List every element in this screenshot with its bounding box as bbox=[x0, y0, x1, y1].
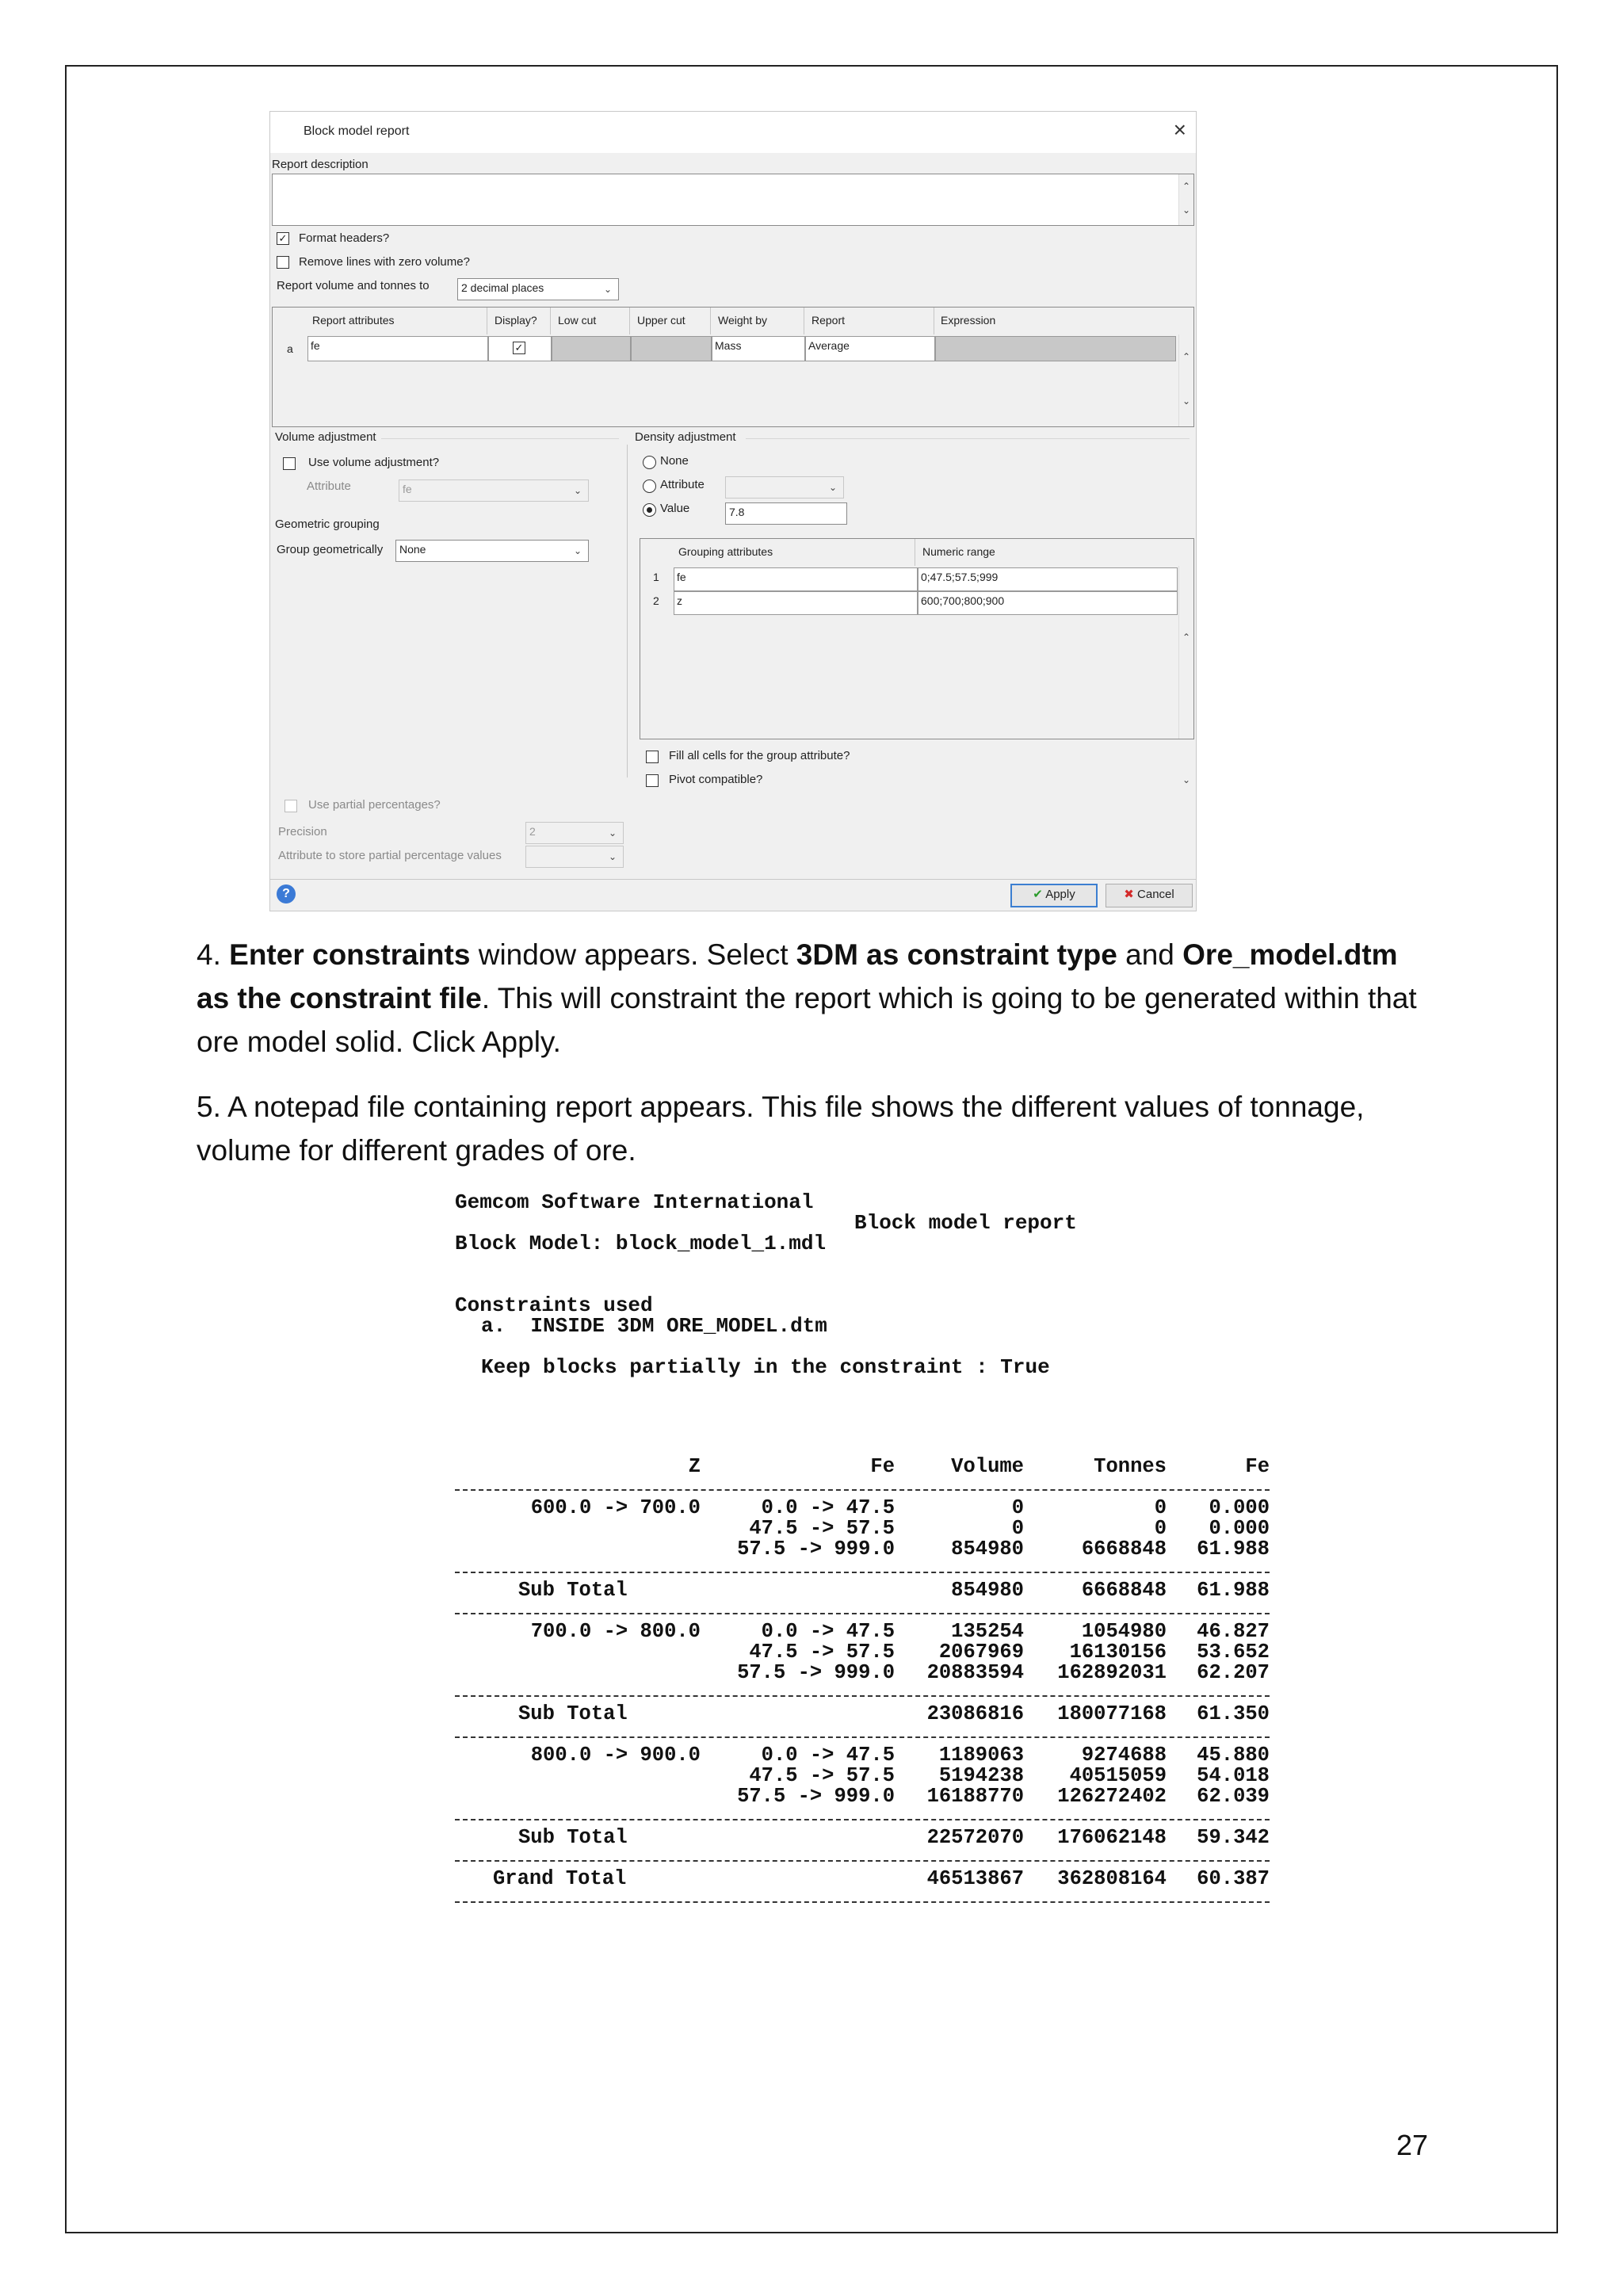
col-numeric-range: Numeric range bbox=[922, 545, 995, 558]
tonnes: 6668848 bbox=[1081, 1538, 1167, 1561]
volume: 854980 bbox=[951, 1538, 1024, 1561]
numeric-range-cell[interactable]: 600;700;800;900 bbox=[918, 591, 1178, 615]
grade: 53.652 bbox=[1197, 1641, 1270, 1664]
use-volume-adjustment-checkbox[interactable] bbox=[283, 457, 296, 470]
fe-range: 47.5 -> 57.5 bbox=[749, 1517, 895, 1540]
density-adjustment-title: Density adjustment bbox=[635, 430, 736, 444]
row-index: a bbox=[287, 342, 293, 355]
table-row bbox=[455, 1519, 1270, 1539]
use-volume-adjustment-label: Use volume adjustment? bbox=[308, 456, 440, 469]
density-attribute-label: Attribute bbox=[660, 478, 705, 491]
dashed-rule bbox=[455, 1819, 1270, 1820]
volume: 0 bbox=[1011, 1496, 1024, 1519]
subtotal-label: Sub Total bbox=[518, 1826, 628, 1849]
col-report-attributes: Report attributes bbox=[312, 314, 395, 327]
tonnes: 6668848 bbox=[1081, 1579, 1167, 1602]
precision-select[interactable] bbox=[525, 822, 624, 844]
precision-value: 2 bbox=[529, 825, 536, 838]
col-report: Report bbox=[812, 314, 846, 327]
volume: 22572070 bbox=[926, 1826, 1024, 1849]
grade: 61.988 bbox=[1197, 1538, 1270, 1561]
volume: 1189063 bbox=[938, 1744, 1024, 1767]
step-4-bold-3: Ore_model.dtm as the constraint file bbox=[197, 938, 1398, 1014]
grid-separator bbox=[550, 308, 551, 334]
header-volume: Volume bbox=[951, 1455, 1024, 1478]
fe-range: 47.5 -> 57.5 bbox=[749, 1764, 895, 1787]
tonnes: 16130156 bbox=[1069, 1641, 1167, 1664]
table-row bbox=[455, 1539, 1270, 1560]
col-upper-cut: Upper cut bbox=[637, 314, 685, 327]
tonnes: 0 bbox=[1154, 1496, 1167, 1519]
report-attributes-grid bbox=[272, 307, 1194, 427]
tonnes: 162892031 bbox=[1057, 1661, 1167, 1684]
dialog-titlebar bbox=[270, 112, 1196, 153]
report-company: Gemcom Software International bbox=[455, 1190, 814, 1214]
density-attribute-radio[interactable] bbox=[643, 479, 656, 493]
report-cell[interactable]: Average bbox=[805, 336, 935, 361]
fe-range: 57.5 -> 999.0 bbox=[737, 1538, 895, 1561]
report-table bbox=[455, 1457, 1270, 1910]
group-geometrically-select[interactable] bbox=[395, 540, 589, 562]
volume: 135254 bbox=[951, 1620, 1024, 1643]
dashed-rule bbox=[455, 1695, 1270, 1697]
grouping-row-index: 1 bbox=[653, 571, 659, 583]
subtotal-row bbox=[455, 1580, 1270, 1601]
z-range: 800.0 -> 900.0 bbox=[530, 1744, 701, 1767]
tonnes: 362808164 bbox=[1057, 1867, 1167, 1890]
col-grouping-attributes: Grouping attributes bbox=[678, 545, 773, 558]
fe-range: 0.0 -> 47.5 bbox=[761, 1744, 895, 1767]
grouping-row-index: 2 bbox=[653, 594, 659, 607]
header-fe-range: Fe bbox=[870, 1455, 895, 1478]
grade: 61.988 bbox=[1197, 1579, 1270, 1602]
fe-range: 0.0 -> 47.5 bbox=[761, 1620, 895, 1643]
volume-attribute-value: fe bbox=[403, 483, 412, 495]
dashed-rule bbox=[455, 1613, 1270, 1614]
density-none-label: None bbox=[660, 454, 689, 468]
fe-range: 57.5 -> 999.0 bbox=[737, 1661, 895, 1684]
step-4-bold-2: 3DM as constraint type bbox=[796, 938, 1117, 971]
display-checkbox[interactable]: ✓ bbox=[513, 342, 525, 354]
volume: 5194238 bbox=[938, 1764, 1024, 1787]
store-partial-select[interactable] bbox=[525, 846, 624, 868]
chevron-down-icon: ⌄ bbox=[573, 485, 582, 496]
z-range: 700.0 -> 800.0 bbox=[530, 1620, 701, 1643]
weight-by-cell[interactable]: Mass bbox=[712, 336, 805, 361]
grade: 46.827 bbox=[1197, 1620, 1270, 1643]
volume: 23086816 bbox=[926, 1702, 1024, 1725]
precision-label: Precision bbox=[278, 825, 327, 839]
volume: 854980 bbox=[951, 1579, 1024, 1602]
volume: 46513867 bbox=[926, 1867, 1024, 1890]
col-display: Display? bbox=[495, 314, 537, 327]
page-number: 27 bbox=[1396, 2129, 1429, 2161]
step-4-number: 4. bbox=[197, 938, 230, 971]
fill-cells-checkbox[interactable] bbox=[646, 751, 659, 763]
step-4-bold-1: Enter constraints bbox=[229, 938, 471, 971]
volume: 20883594 bbox=[926, 1661, 1024, 1684]
grade: 62.207 bbox=[1197, 1661, 1270, 1684]
subtotal-row bbox=[455, 1704, 1270, 1725]
apply-button[interactable] bbox=[1010, 884, 1098, 907]
step-4-text-3: . This will constraint the report which is going to be generated within that ore model solid. Click Apply. bbox=[197, 982, 1417, 1058]
col-low-cut: Low cut bbox=[558, 314, 597, 327]
footer-divider bbox=[270, 879, 1196, 880]
report-constraint-line: a. INSIDE 3DM ORE_MODEL.dtm bbox=[481, 1314, 827, 1338]
format-headers-label: Format headers? bbox=[299, 231, 390, 245]
density-value-label: Value bbox=[660, 502, 690, 515]
grade: 45.880 bbox=[1197, 1744, 1270, 1767]
decimal-places-value: 2 decimal places bbox=[461, 281, 544, 294]
tonnes: 176062148 bbox=[1057, 1826, 1167, 1849]
header-z: Z bbox=[688, 1455, 701, 1478]
header-fe-grade: Fe bbox=[1245, 1455, 1270, 1478]
cancel-label: Cancel bbox=[1137, 888, 1174, 901]
upper-cut-cell[interactable] bbox=[631, 336, 712, 361]
header-tonnes: Tonnes bbox=[1094, 1455, 1167, 1478]
density-value-radio[interactable] bbox=[643, 503, 656, 517]
z-range: 600.0 -> 700.0 bbox=[530, 1496, 701, 1519]
store-partial-label: Attribute to store partial percentage values bbox=[278, 849, 502, 862]
density-attribute-select[interactable] bbox=[725, 476, 844, 499]
cross-icon: ✖ bbox=[1124, 888, 1134, 901]
report-description-label: Report description bbox=[272, 158, 369, 171]
volume: 2067969 bbox=[938, 1641, 1024, 1664]
grid-scrollbar[interactable]: ⌃ ⌄ bbox=[1178, 334, 1193, 426]
geometric-grouping-title: Geometric grouping bbox=[275, 518, 380, 531]
chevron-down-icon: ⌄ bbox=[573, 545, 582, 556]
close-icon[interactable]: × bbox=[1173, 117, 1186, 142]
partial-percentages-label: Use partial percentages? bbox=[308, 798, 441, 812]
group-geometrically-label: Group geometrically bbox=[277, 543, 384, 556]
remove-zero-volume-checkbox[interactable] bbox=[277, 256, 289, 269]
table-row bbox=[455, 1663, 1270, 1683]
grouping-attribute-cell[interactable]: z bbox=[674, 591, 918, 615]
report-keep-blocks: Keep blocks partially in the constraint : True bbox=[481, 1355, 1050, 1379]
attribute-cell[interactable]: fe bbox=[307, 336, 488, 361]
table-row bbox=[455, 1498, 1270, 1519]
grade: 62.039 bbox=[1197, 1785, 1270, 1808]
groupbox-line bbox=[746, 438, 1190, 439]
report-constraints-used: Constraints used bbox=[455, 1293, 653, 1317]
block-model-report-dialog bbox=[269, 111, 1197, 911]
tonnes: 1054980 bbox=[1081, 1620, 1167, 1643]
table-row bbox=[455, 1642, 1270, 1663]
group-geometrically-value: None bbox=[399, 543, 426, 556]
report-block-model: Block Model: block_model_1.mdl bbox=[455, 1232, 827, 1255]
grid-separator bbox=[710, 308, 711, 334]
volume-attribute-label: Attribute bbox=[307, 479, 351, 493]
dialog-title: Block model report bbox=[304, 124, 410, 138]
step-4-paragraph bbox=[197, 933, 1433, 1064]
dashed-rule bbox=[455, 1572, 1270, 1573]
dashed-rule bbox=[455, 1860, 1270, 1862]
tonnes: 180077168 bbox=[1057, 1702, 1167, 1725]
chevron-down-icon: ⌄ bbox=[608, 827, 617, 839]
grade: 60.387 bbox=[1197, 1867, 1270, 1890]
dashed-rule bbox=[455, 1736, 1270, 1738]
grouping-grid-scrollbar[interactable]: ⌃ ⌄ bbox=[1178, 566, 1193, 739]
checkmark-icon: ✔ bbox=[1033, 888, 1043, 901]
fe-range: 0.0 -> 47.5 bbox=[761, 1496, 895, 1519]
density-none-radio[interactable] bbox=[643, 456, 656, 469]
subtotal-row bbox=[455, 1828, 1270, 1848]
step-4-text-1: window appears. Select bbox=[470, 938, 796, 971]
grid-separator bbox=[629, 308, 630, 334]
density-value-input[interactable]: 7.8 bbox=[725, 502, 847, 525]
numeric-range-cell[interactable]: 0;47.5;57.5;999 bbox=[918, 567, 1178, 591]
table-row bbox=[455, 1745, 1270, 1766]
grouping-attribute-cell[interactable]: fe bbox=[674, 567, 918, 591]
remove-zero-volume-label: Remove lines with zero volume? bbox=[299, 255, 470, 269]
grade: 54.018 bbox=[1197, 1764, 1270, 1787]
report-volume-label: Report volume and tonnes to bbox=[277, 279, 430, 292]
chevron-down-icon: ⌄ bbox=[608, 851, 617, 862]
chevron-down-icon: ⌄ bbox=[828, 482, 838, 493]
tonnes: 126272402 bbox=[1057, 1785, 1167, 1808]
volume: 0 bbox=[1011, 1517, 1024, 1540]
partial-percentages-checkbox[interactable] bbox=[285, 800, 297, 812]
table-row bbox=[455, 1786, 1270, 1807]
grand-total-row bbox=[455, 1869, 1270, 1889]
volume-adjustment-title: Volume adjustment bbox=[275, 430, 376, 444]
format-headers-checkbox[interactable]: ✓ bbox=[277, 232, 289, 245]
grade: 59.342 bbox=[1197, 1826, 1270, 1849]
subtotal-label: Sub Total bbox=[518, 1702, 628, 1725]
subtotal-label: Sub Total bbox=[518, 1579, 628, 1602]
table-row bbox=[455, 1766, 1270, 1786]
groupbox-line bbox=[381, 438, 619, 439]
tonnes: 9274688 bbox=[1081, 1744, 1167, 1767]
low-cut-cell[interactable] bbox=[552, 336, 631, 361]
tonnes: 40515059 bbox=[1069, 1764, 1167, 1787]
table-row bbox=[455, 1622, 1270, 1642]
grade: 0.000 bbox=[1209, 1517, 1270, 1540]
tonnes: 0 bbox=[1154, 1517, 1167, 1540]
report-heading: Block model report bbox=[854, 1211, 1077, 1235]
volume: 16188770 bbox=[926, 1785, 1024, 1808]
dashed-rule bbox=[455, 1489, 1270, 1491]
pivot-compatible-label: Pivot compatible? bbox=[669, 773, 763, 786]
report-description-input[interactable] bbox=[272, 174, 1194, 226]
description-scrollbar[interactable]: ⌃ ⌄ bbox=[1178, 174, 1193, 225]
grade: 0.000 bbox=[1209, 1496, 1270, 1519]
help-icon[interactable]: ? bbox=[277, 884, 296, 904]
fe-range: 47.5 -> 57.5 bbox=[749, 1641, 895, 1664]
fe-range: 57.5 -> 999.0 bbox=[737, 1785, 895, 1808]
volume-attribute-select[interactable] bbox=[399, 479, 589, 502]
pivot-compatible-checkbox[interactable] bbox=[646, 774, 659, 787]
cancel-button[interactable] bbox=[1106, 884, 1193, 907]
dashed-rule bbox=[455, 1901, 1270, 1903]
step-5-paragraph: 5. A notepad file containing report appears. This file shows the different values of tonnage, volume for different grades of ore. bbox=[197, 1091, 1365, 1167]
step-4-text-2: and bbox=[1117, 938, 1183, 971]
col-expression: Expression bbox=[941, 314, 996, 327]
apply-label: Apply bbox=[1045, 888, 1075, 901]
display-cell[interactable] bbox=[488, 336, 552, 361]
chevron-down-icon: ⌄ bbox=[603, 284, 613, 295]
grand-total-label: Grand Total bbox=[493, 1867, 627, 1890]
report-header-row bbox=[455, 1457, 1270, 1477]
grade: 61.350 bbox=[1197, 1702, 1270, 1725]
decimal-places-select[interactable] bbox=[457, 278, 619, 300]
panel-divider bbox=[627, 445, 628, 777]
fill-cells-label: Fill all cells for the group attribute? bbox=[669, 749, 850, 762]
expression-cell[interactable] bbox=[935, 336, 1176, 361]
col-weight-by: Weight by bbox=[718, 314, 767, 327]
